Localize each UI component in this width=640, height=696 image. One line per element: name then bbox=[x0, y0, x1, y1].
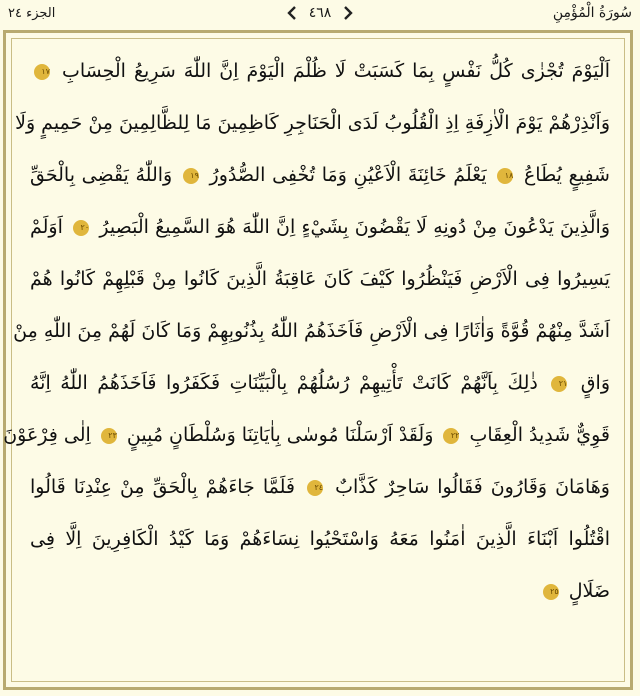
text-line bbox=[30, 461, 610, 513]
verse-text: وَاقٍ bbox=[580, 372, 610, 394]
ayah-marker: ٢١ bbox=[551, 376, 567, 392]
verse-text: اقْتُلُوا اَبْنَاءَ الَّذِينَ اٰمَنُوا مَعَهُ وَاسْتَحْيُوا نِسَاءَهُمْ وَمَا كَيْدُ الْكَافِرِينَ اِلَّا فِى bbox=[30, 528, 610, 550]
ayah-marker: ٢٠ bbox=[73, 220, 89, 236]
ayah-marker: ٢٣ bbox=[101, 428, 117, 444]
chevron-left-icon[interactable] bbox=[283, 4, 301, 22]
verse-text: قَوِيٌّ شَدِيدُ الْعِقَابِ bbox=[469, 424, 610, 446]
verse-text: فَلَمَّا جَاءَهُمْ بِالْحَقِّ مِنْ عِنْدِنَا قَالُوا bbox=[30, 476, 295, 498]
verse-text: ضَلَالٍ bbox=[568, 580, 610, 602]
verse-text: وَاللّٰهُ يَقْضِى بِالْحَقِّ bbox=[30, 164, 173, 186]
text-line bbox=[15, 97, 610, 149]
ayah-marker: ١٧ bbox=[34, 64, 50, 80]
text-line bbox=[30, 513, 610, 565]
verse-text: يَعْلَمُ خَائِنَةَ الْاَعْيُنِ وَمَا تُخْفِى الصُّدُورُ bbox=[209, 164, 487, 186]
text-line bbox=[30, 565, 610, 617]
juz-label: الجزء ٢٤ bbox=[8, 6, 56, 21]
text-line bbox=[30, 149, 610, 201]
verse-text: اَوَلَمْ bbox=[30, 216, 63, 238]
ayah-marker: ٢٢ bbox=[443, 428, 459, 444]
text-line bbox=[13, 305, 610, 357]
verse-text: اَشَدَّ مِنْهُمْ قُوَّةً وَاٰثَارًا فِى الْاَرْضِ فَاَخَذَهُمُ اللّٰهُ بِذُنُوبِهِمْ وَمَا كَانَ لَهُمْ مِنَ اللّٰهِ مِنْ bbox=[13, 320, 610, 342]
surah-title: سُورَةُ الْمُؤْمِنِ bbox=[552, 5, 632, 21]
ayah-marker: ٢٥ bbox=[543, 584, 559, 600]
verse-text: وَالَّذِينَ يَدْعُونَ مِنْ دُونِهِ لَا يَقْضُونَ بِشَيْءٍ اِنَّ اللّٰهَ هُوَ السَّمِيعُ الْبَصِيرُ bbox=[99, 216, 611, 238]
text-line bbox=[30, 357, 610, 409]
text-line bbox=[30, 201, 610, 253]
verse-text: وَهَامَانَ وَقَارُونَ فَقَالُوا سَاحِرٌ كَذَّابٌ bbox=[335, 476, 610, 498]
text-line bbox=[3, 409, 610, 461]
quran-text bbox=[3, 45, 611, 617]
verse-text: وَاَنْذِرْهُمْ يَوْمَ الْاٰزِفَةِ اِذِ الْقُلُوبُ لَدَى الْحَنَاجِرِ كَاظِمِينَ مَا لِلظَّالِمِينَ مِنْ حَمِيمٍ وَلَا bbox=[15, 112, 610, 134]
top-bar bbox=[0, 0, 640, 30]
verse-text: اِلٰى فِرْعَوْنَ bbox=[3, 424, 91, 446]
page-number: ٤٦٨ bbox=[308, 5, 332, 21]
text-line bbox=[30, 253, 610, 305]
ayah-marker: ١٨ bbox=[497, 168, 513, 184]
chevron-right-icon[interactable] bbox=[339, 4, 357, 22]
ayah-marker: ٢٤ bbox=[307, 480, 323, 496]
ayah-marker: ١٩ bbox=[183, 168, 199, 184]
verse-text: اَلْيَوْمَ تُجْزٰى كُلُّ نَفْسٍ بِمَا كَسَبَتْ لَا ظُلْمَ الْيَوْمَ اِنَّ اللّٰهَ سَرِيعُ الْحِسَابِ bbox=[62, 60, 611, 82]
page-navigator bbox=[0, 4, 640, 22]
verse-text: يَسِيرُوا فِى الْاَرْضِ فَيَنْظُرُوا كَيْفَ كَانَ عَاقِبَةُ الَّذِينَ كَانُوا مِنْ قَبْلِهِمْ كَانُوا هُمْ bbox=[30, 268, 610, 290]
verse-text: شَفِيعٍ يُطَاعُ bbox=[523, 164, 610, 186]
verse-text: وَلَقَدْ اَرْسَلْنَا مُوسٰى بِاٰيَاتِنَا وَسُلْطَانٍ مُبِينٍ bbox=[126, 424, 434, 446]
verse-text: ذٰلِكَ بِاَنَّهُمْ كَانَتْ تَأْتِيهِمْ رُسُلُهُمْ بِالْبَيِّنَاتِ فَكَفَرُوا فَاَخَذَهُمُ اللّٰهُ اِنَّهُ bbox=[30, 372, 538, 394]
text-line bbox=[30, 45, 610, 97]
